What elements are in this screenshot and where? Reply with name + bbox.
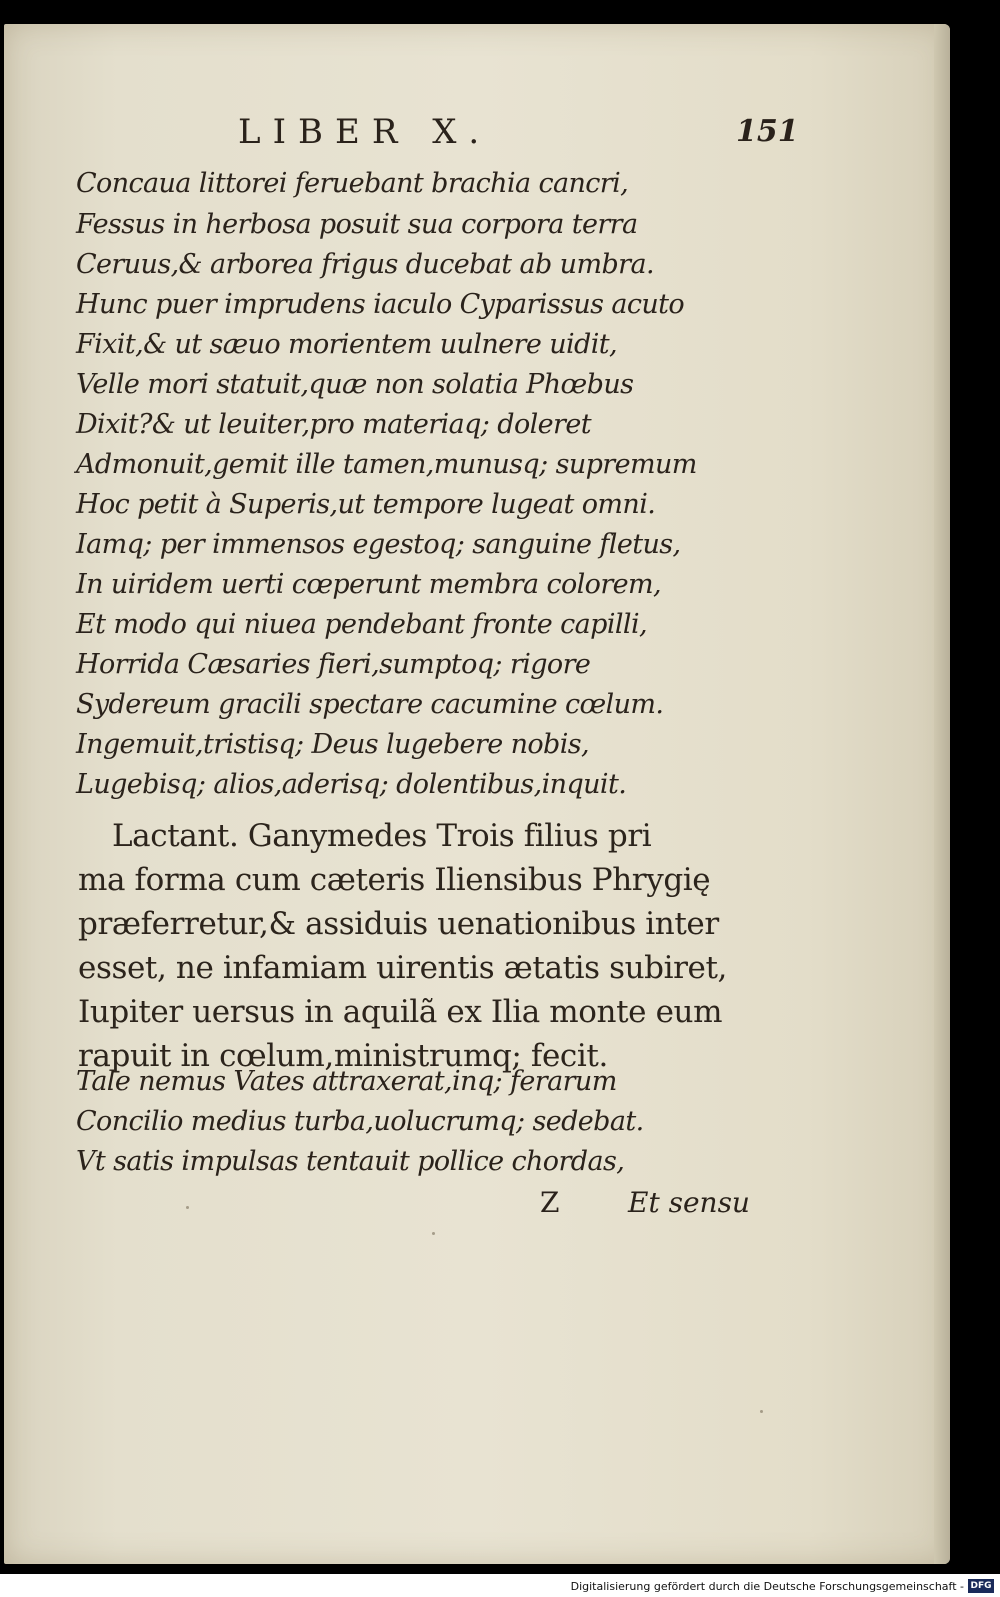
- catchword: Et sensu: [628, 1186, 750, 1219]
- verse-line: Tale nemus Vates attraxerat,inq; ferarum: [76, 1066, 617, 1097]
- running-head: LIBER X.: [238, 112, 492, 152]
- commentary-line: Iupiter uersus in aquilã ex Ilia monte eum: [78, 994, 723, 1030]
- commentary-line: ma forma cum cæteris Iliensibus Phrygię: [78, 862, 711, 898]
- paper-speck: [432, 1232, 435, 1235]
- verse-line: In uiridem uerti cœperunt membra colorem,: [76, 569, 661, 600]
- verse-line: Hunc puer imprudens iaculo Cyparissus acuto: [76, 289, 685, 320]
- dfg-logo: DFG: [968, 1579, 994, 1593]
- verse-line: Fessus in herbosa posuit sua corpora terra: [76, 209, 638, 240]
- verse-line: Velle mori statuit,quæ non solatia Phœbus: [76, 369, 634, 400]
- commentary-line: Lactant. Ganymedes Trois filius pri: [112, 818, 652, 854]
- commentary-line: rapuit in cœlum,ministrumq; fecit.: [78, 1038, 608, 1074]
- verse-line: Sydereum gracili spectare cacumine cœlum.: [76, 689, 664, 720]
- verse-line: Admonuit,gemit ille tamen,munusq; supremum: [76, 449, 697, 480]
- verse-line: Dixit?& ut leuiter,pro materiaq; doleret: [76, 409, 591, 440]
- verse-line: Horrida Cæsaries fieri,sumptoq; rigore: [76, 649, 591, 680]
- verse-line: Ingemuit,tristisq; Deus lugebere nobis,: [76, 729, 590, 760]
- verse-line: Ceruus,& arborea frigus ducebat ab umbra.: [76, 249, 654, 280]
- paper-speck: [186, 1206, 189, 1209]
- commentary-line: esset, ne infamiam uirentis ætatis subiret,: [78, 950, 727, 986]
- verse-line: Lugebisq; alios,aderisq; dolentibus,inquit.: [76, 769, 627, 800]
- verse-line: Vt satis impulsas tentauit pollice chordas,: [76, 1146, 625, 1177]
- digitization-credit: Digitalisierung gefördert durch die Deutsche Forschungsgemeinschaft -: [570, 1580, 964, 1593]
- verse-line: Concilio medius turba,uolucrumq; sedebat.: [76, 1106, 644, 1137]
- verse-line: Et modo qui niuea pendebant fronte capilli,: [76, 609, 647, 640]
- verse-line: Fixit,& ut sæuo morientem uulnere uidit,: [76, 329, 617, 360]
- commentary-line: præferretur,& assiduis uenationibus inter: [78, 906, 719, 942]
- paper-speck: [760, 1410, 763, 1413]
- page-edge: [934, 24, 950, 1564]
- verse-line: Concaua littorei feruebant brachia cancri,: [76, 168, 629, 199]
- verse-line: Iamq; per immensos egestoq; sanguine fletus,: [76, 529, 681, 560]
- signature-mark: Z: [540, 1186, 560, 1219]
- verse-line: Hoc petit à Superis,ut tempore lugeat omni.: [76, 489, 656, 520]
- folio-number: 151: [736, 114, 799, 149]
